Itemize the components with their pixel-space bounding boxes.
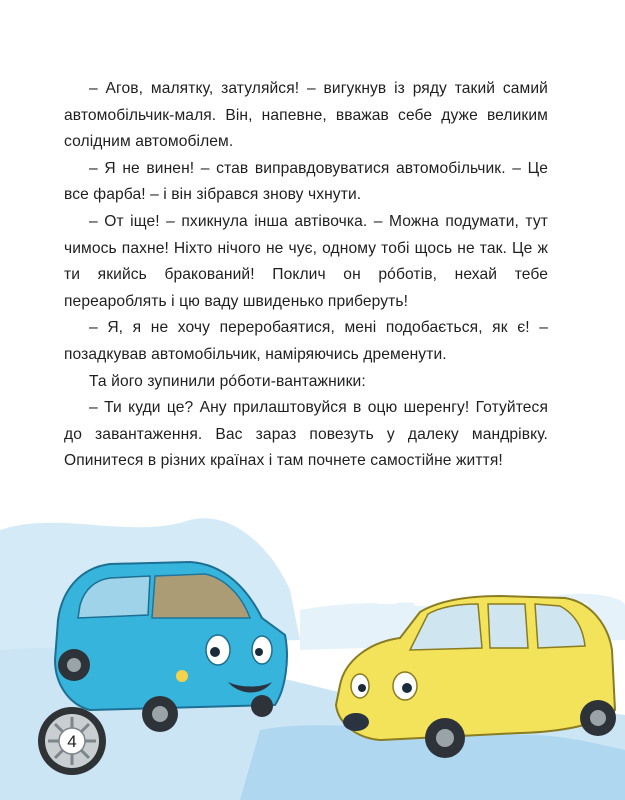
- paragraph: – Агов, малятку, затуляйся! – вигукнув із ряду такий самий автомобільчик-маля. Він, напевне, вважав себе дуже великим солідним автомобілем.: [64, 80, 548, 151]
- page-number-wheel: [36, 705, 108, 777]
- paragraph: – От іще! – пхикнула інша автівочка. – Можна подумати, тут чимось пахне! Ніхто нічого не чує, одному тобі щось не так. Це ж ти якийсь бракований! Поклич он рóботів, нехай тебе переароблять і цю ваду швиденько приберуть!: [64, 212, 548, 310]
- story-text: [64, 76, 548, 475]
- page-number: 4: [67, 732, 77, 751]
- paragraph: – Я, я не хочу переробаятися, мені подобається, як є! – позадкував автомобільчик, наміряючись дременути.: [64, 319, 548, 363]
- paragraph: – Ти куди це? Ану прилаштовуйся в оцю шеренгу! Готуйтеся до завантаження. Вас зараз повезуть у далеку мандрівку. Опинитеся в різних країнах і там почнете самостійне життя!: [64, 399, 548, 470]
- paragraph: Та його зупинили рóботи-вантажники:: [89, 372, 366, 390]
- paragraph: – Я не винен! – став виправдовуватися автомобільчик. – Це все фарба! – і він зібрався знову чхнути.: [64, 159, 548, 204]
